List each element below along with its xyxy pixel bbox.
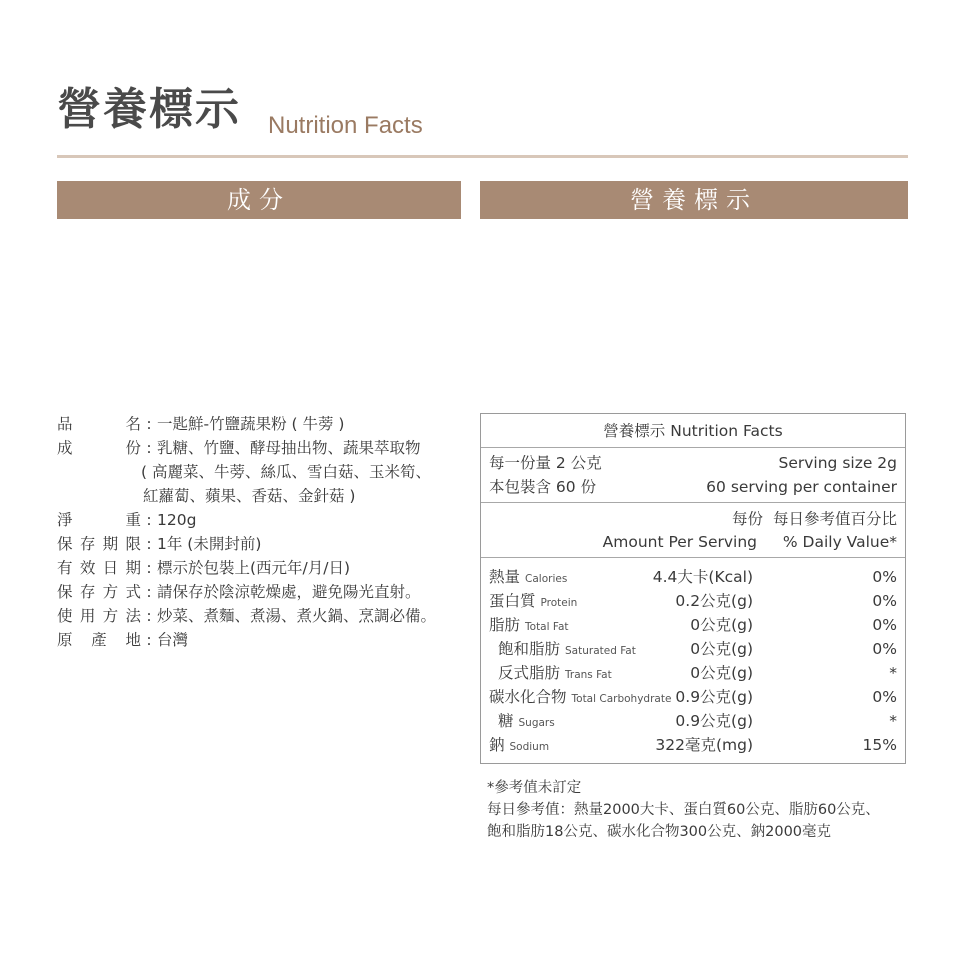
ingredient-value: 1年 (未開封前): [157, 535, 262, 553]
nutrient-daily-value: 0%: [872, 640, 897, 658]
servings-per-container-zh: 本包裝含 60 份: [489, 478, 597, 496]
ingredient-label: 淨 重: [57, 511, 141, 529]
ingredient-value: 標示於包裝上(西元年/月/日): [157, 559, 351, 577]
nutrient-name: [489, 687, 671, 709]
nutrient-amount: 0公克(g): [690, 640, 753, 658]
nutrition-section-header: 營養標示: [480, 181, 908, 219]
nutrient-name-en: Total Fat: [525, 621, 569, 633]
nutrient-name: [489, 567, 567, 589]
footnote-undetermined: *參考值未訂定: [487, 780, 582, 796]
nutrient-name: [489, 735, 549, 757]
ingredient-row-continued: [57, 460, 436, 484]
nutrient-daily-value: *: [889, 712, 897, 730]
ingredient-value: 紅蘿蔔、蘋果、香菇、金針菇 ): [143, 487, 356, 505]
nutrient-name-en: Calories: [525, 573, 568, 585]
table-divider: [481, 557, 905, 558]
ingredient-row-usage: 使用方法 : 炒菜、煮麵、煮湯、煮火鍋、烹調必備。: [57, 604, 436, 628]
ingredient-row-expiry: 有效日期 : 標示於包裝上(西元年/月/日): [57, 556, 436, 580]
nutrient-name-zh: 蛋白質: [489, 592, 536, 610]
nutrient-name-zh: 鈉: [489, 736, 505, 754]
serving-size-zh: 每一份量 2 公克: [489, 454, 602, 472]
nutrient-daily-value: 0%: [872, 688, 897, 706]
nutrient-name-zh: 脂肪: [489, 616, 521, 634]
daily-value-label-zh: 每日參考值百分比: [772, 510, 897, 528]
nutrient-daily-value: 0%: [872, 568, 897, 586]
nutrition-box-title: 營養標示 Nutrition Facts: [603, 422, 783, 440]
ingredient-row-origin: 原產地 : 台灣: [57, 628, 436, 652]
nutrient-name: [498, 663, 612, 685]
nutrient-name: [498, 711, 555, 733]
ingredient-row-shelf-life: 保存期限 : 1年 (未開封前): [57, 532, 436, 556]
ingredient-label: 保存期限: [57, 535, 141, 553]
ingredient-label: 成 份: [57, 439, 141, 457]
nutrient-name: [489, 591, 577, 613]
nutrient-daily-value: *: [889, 664, 897, 682]
nutrient-amount: 0.2公克(g): [675, 592, 753, 610]
ingredient-label: 使用方法: [57, 607, 141, 625]
nutrient-amount: 322毫克(mg): [655, 736, 753, 754]
ingredient-value: 一匙鮮-竹鹽蔬果粉 ( 牛蒡 ): [157, 415, 345, 433]
footnote-daily-reference: 每日參考值：熱量2000大卡、蛋白質60公克、脂肪60公克、: [487, 802, 880, 818]
nutrient-name-en: Total Carbohydrate: [571, 693, 672, 705]
table-divider: [481, 502, 905, 503]
ingredient-value: 120g: [157, 511, 197, 529]
nutrient-amount: 0.9公克(g): [675, 688, 753, 706]
nutrient-amount: 0公克(g): [690, 616, 753, 634]
nutrient-name-zh: 碳水化合物: [489, 688, 567, 706]
ingredient-label: 保存方式: [57, 583, 141, 601]
ingredient-row-composition: 成 份 : 乳糖、竹鹽、酵母抽出物、蔬果萃取物: [57, 436, 436, 460]
nutrient-amount: 0.9公克(g): [675, 712, 753, 730]
ingredient-label: 有效日期: [57, 559, 141, 577]
nutrient-name-en: Saturated Fat: [565, 645, 636, 657]
ingredient-label: 品 名: [57, 415, 141, 433]
ingredient-value: 炒菜、煮麵、煮湯、煮火鍋、烹調必備。: [157, 607, 437, 625]
daily-value-label-en: % Daily Value*: [782, 533, 897, 551]
nutrient-name-zh: 熱量: [489, 568, 521, 586]
per-serving-label-zh: 每份: [731, 510, 763, 528]
ingredient-row-name: 品 名 : 一匙鮮-竹鹽蔬果粉 ( 牛蒡 ): [57, 412, 436, 436]
page-subtitle: Nutrition Facts: [268, 112, 423, 139]
nutrient-daily-value: 0%: [872, 592, 897, 610]
ingredient-value: ( 高麗菜、牛蒡、絲瓜、雪白菇、玉米筍、: [141, 463, 431, 481]
serving-size-en: Serving size 2g: [778, 454, 897, 472]
nutrient-name-zh: 糖: [498, 712, 514, 730]
ingredient-value: 請保存於陰涼乾燥處，避免陽光直射。: [157, 583, 421, 601]
nutrient-daily-value: 0%: [872, 616, 897, 634]
nutrient-amount: 4.4大卡(Kcal): [652, 568, 753, 586]
nutrient-name-zh: 反式脂肪: [498, 664, 561, 682]
nutrition-facts-table: [480, 413, 906, 764]
nutrient-name-zh: 飽和脂肪: [498, 640, 561, 658]
nutrient-name: [489, 615, 569, 637]
ingredients-list: [57, 412, 436, 652]
ingredient-row-weight: 淨 重 : 120g: [57, 508, 436, 532]
ingredient-value: 台灣: [157, 631, 189, 649]
ingredient-label: 原產地: [57, 631, 141, 649]
ingredient-row-storage: 保存方式 : 請保存於陰涼乾燥處，避免陽光直射。: [57, 580, 436, 604]
ingredients-section-header: 成分: [57, 181, 461, 219]
ingredient-row-continued: [57, 484, 436, 508]
nutrient-name-en: Trans Fat: [565, 669, 612, 681]
ingredient-value: 乳糖、竹鹽、酵母抽出物、蔬果萃取物: [157, 439, 421, 457]
footnote-daily-reference-continued: 飽和脂肪18公克、碳水化合物300公克、鈉2000毫克: [487, 824, 832, 840]
per-serving-label-en: Amount Per Serving: [602, 533, 757, 551]
servings-per-container-en: 60 serving per container: [706, 478, 897, 496]
page-title: 營養標示: [57, 84, 241, 135]
nutrient-name-en: Sodium: [509, 741, 550, 753]
title-divider: [57, 155, 908, 158]
nutrient-name: [498, 639, 636, 661]
nutrient-name-en: Sugars: [518, 717, 555, 729]
nutrient-amount: 0公克(g): [690, 664, 753, 682]
nutrient-daily-value: 15%: [862, 736, 897, 754]
table-divider: [481, 447, 905, 448]
nutrient-name-en: Protein: [540, 597, 578, 609]
